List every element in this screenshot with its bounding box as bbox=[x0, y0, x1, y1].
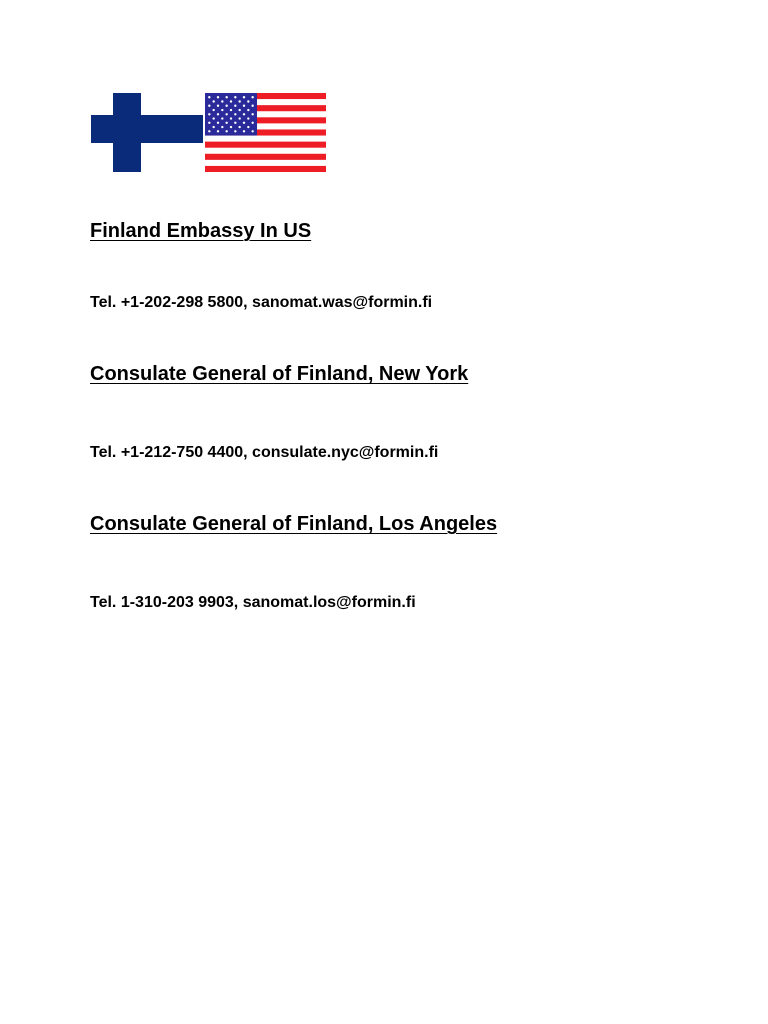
finland-flag-icon bbox=[91, 93, 203, 172]
consulate-los-angeles-heading: Consulate General of Finland, Los Angeles bbox=[90, 513, 498, 535]
consulate-new-york-heading: Consulate General of Finland, New York bbox=[90, 363, 469, 385]
embassy-heading: Finland Embassy In US bbox=[90, 220, 312, 242]
consulate-los-angeles-contact: Tel. 1-310-203 9903, sanomat.los@formin.fi bbox=[90, 594, 416, 611]
usa-flag-icon bbox=[205, 93, 326, 172]
consulate-new-york-contact: Tel. +1-212-750 4400, consulate.nyc@formin.fi bbox=[90, 444, 439, 461]
embassy-contact: Tel. +1-202-298 5800, sanomat.was@formin.fi bbox=[90, 294, 433, 311]
flags-banner bbox=[91, 93, 326, 173]
